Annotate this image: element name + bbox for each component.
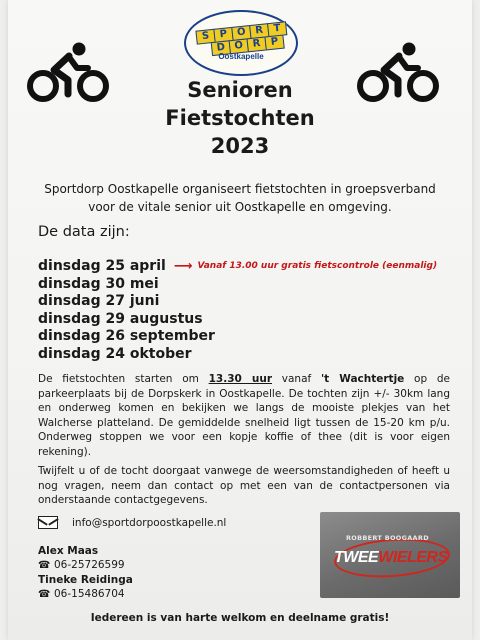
footer-welcome: Iedereen is van harte welkom en deelname gratis! — [90, 612, 390, 624]
poster — [8, 0, 472, 640]
contact-list — [38, 544, 133, 602]
logo-letter: D — [211, 40, 231, 56]
sportdorp-logo — [184, 10, 298, 76]
logo-letter: O — [231, 25, 251, 41]
title-line: Fietstochten — [165, 106, 315, 130]
start-time: 13.30 uur — [208, 373, 273, 385]
contact-phone: 06-15486704 — [54, 588, 125, 600]
para-text: op de parkeerplaats bij de Dorpskerk in Oostkapelle. De tochten zijn +/- 30km lang en onderweg komen en bekijken we langs de mooiste plekjes van het Walcherse platteland. De gemiddelde snelheid ligt tussen de 15-20 km p/u. Onderweg stoppen we voor een kopje koffie of thee (dit is voor eigen rekening). — [38, 373, 450, 458]
sponsor-brand-part: WIELERS — [378, 549, 448, 566]
phone-icon: ☎ — [38, 560, 51, 571]
para-text: De fietstochten starten om — [38, 373, 209, 385]
logo-letter: S — [195, 29, 215, 45]
intro-line: Sportdorp Oostkapelle organiseert fietstochten in groepsverband — [44, 182, 436, 196]
date-item: dinsdag 27 juni — [38, 293, 160, 309]
intro-line: voor de vitale senior uit Oostkapelle en omgeving. — [88, 200, 392, 214]
start-location: 't Wachtertje — [320, 373, 405, 385]
para-text: vanaf — [272, 373, 321, 385]
logo-letter: R — [246, 36, 266, 52]
email-address: info@sportdorpoostkapelle.nl — [72, 516, 227, 529]
cyclist-icon — [26, 40, 110, 104]
sponsor-owner: ROBBERT BOOGAARD — [346, 534, 429, 542]
title-line: Senioren — [187, 78, 293, 102]
title-year: 2023 — [210, 134, 270, 158]
logo-letter: P — [213, 27, 233, 43]
contact-phone: 06-25726599 — [54, 559, 125, 571]
intro-text — [38, 180, 442, 216]
sponsor-logo — [320, 512, 460, 598]
date-item — [38, 258, 437, 276]
logo-letter: T — [267, 21, 287, 37]
logo-letter: P — [264, 35, 284, 51]
contact-paragraph: Twijfelt u of de tocht doorgaat vanwege de weersomstandigheden of heeft u nog vragen, neem dan contact op met een van de contactpersonen via onderstaande contactgegevens. — [38, 465, 450, 506]
date-item: dinsdag 30 mei — [38, 275, 159, 292]
contact-phone-row — [38, 587, 133, 602]
phone-icon: ☎ — [38, 589, 51, 600]
arrow-right-icon: ⟶ — [173, 259, 193, 274]
date-list — [38, 258, 437, 363]
contact-name: Alex Maas — [38, 545, 99, 557]
poster-title — [138, 76, 342, 160]
date-text: dinsdag 25 april — [38, 258, 166, 274]
contact-name: Tineke Reidinga — [38, 574, 133, 586]
logo-town: Oostkapelle — [218, 52, 264, 61]
logo-letter: O — [229, 38, 249, 54]
bike-check-note: Vanaf 13.00 uur gratis fietscontrole (eenmalig) — [197, 261, 438, 271]
logo-wordmark — [195, 15, 287, 52]
sponsor-brand-part: TWEE — [334, 549, 379, 566]
date-item: dinsdag 24 oktober — [38, 345, 192, 362]
contact-phone-row — [38, 558, 133, 573]
envelope-icon — [38, 516, 58, 529]
route-info-paragraph — [38, 372, 450, 459]
sponsor-brand — [334, 549, 448, 567]
dates-heading: De data zijn: — [38, 224, 130, 240]
cyclist-icon — [356, 40, 440, 104]
logo-letter: R — [249, 23, 269, 39]
email-row — [38, 516, 226, 529]
date-item: dinsdag 26 september — [38, 328, 215, 344]
date-item: dinsdag 29 augustus — [38, 310, 203, 327]
